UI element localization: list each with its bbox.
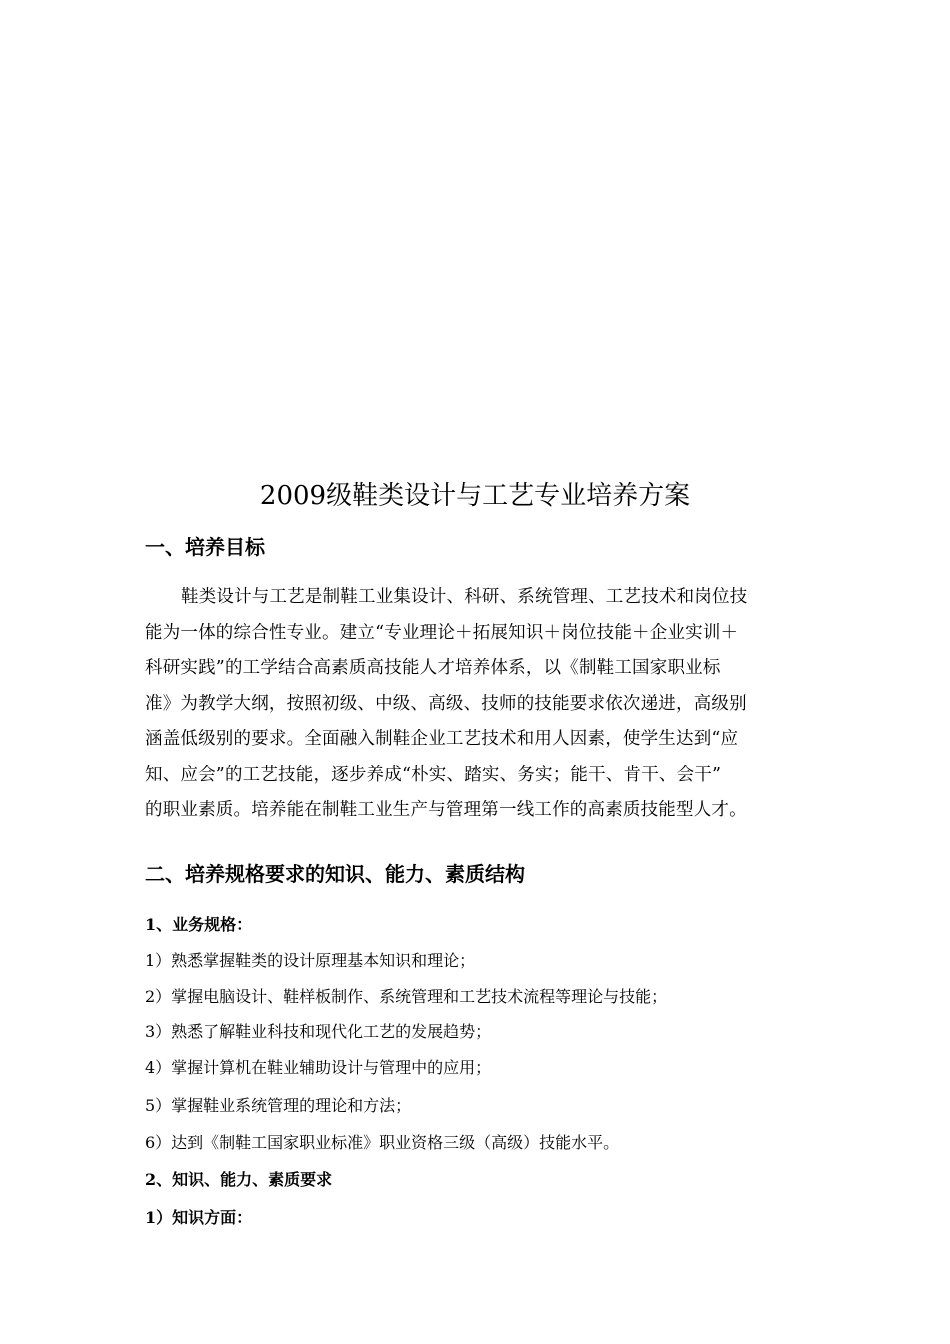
paragraph-line: 科研实践”的工学结合高素质高技能人才培养体系，以《制鞋工国家职业标 [145,658,721,678]
subsection-heading-requirements: 2、知识、能力、素质要求 [145,1170,333,1189]
paragraph-line: 能为一体的综合性专业。建立“专业理论＋拓展知识＋岗位技能＋企业实训＋ [145,622,739,643]
list-item: 6）达到《制鞋工国家职业标准》职业资格三级（高级）技能水平。 [145,1133,620,1152]
paragraph-line: 鞋类设计与工艺是制鞋工业集设计、科研、系统管理、工艺技术和岗位技 [181,587,748,607]
subsection-heading-knowledge: 1）知识方面： [145,1208,253,1227]
training-goals-paragraph [145,580,815,829]
paragraph-line: 涵盖低级别的要求。全面融入制鞋企业工艺技术和用人因素，使学生达到“应 [145,729,739,749]
list-item: 3）熟悉了解鞋业科技和现代化工艺的发展趋势； [145,1022,492,1041]
list-item: 2）掌握电脑设计、鞋样板制作、系统管理和工艺技术流程等理论与技能； [145,987,668,1006]
list-item: 5）掌握鞋业系统管理的理论和方法； [145,1096,412,1115]
section-heading-training-goals: 一、培养目标 [145,535,265,559]
document-title: 2009级鞋类设计与工艺专业培养方案 [259,481,691,511]
section-heading-specification: 二、培养规格要求的知识、能力、素质结构 [145,862,525,886]
list-item: 1）熟悉掌握鞋类的设计原理基本知识和理论； [145,951,476,970]
paragraph-line: 准》为教学大纲，按照初级、中级、高级、技师的技能要求依次递进，高级别 [145,693,747,714]
subsection-heading-business-spec: 1、业务规格： [145,915,253,934]
list-item: 4）掌握计算机在鞋业辅助设计与管理中的应用； [145,1058,492,1077]
paragraph-line: 的职业素质。培养能在制鞋工业生产与管理第一线工作的高素质技能型人才。 [145,800,747,820]
paragraph-line: 知、应会”的工艺技能，逐步养成“朴实、踏实、务实；能干、肯干、会干” [145,764,722,785]
